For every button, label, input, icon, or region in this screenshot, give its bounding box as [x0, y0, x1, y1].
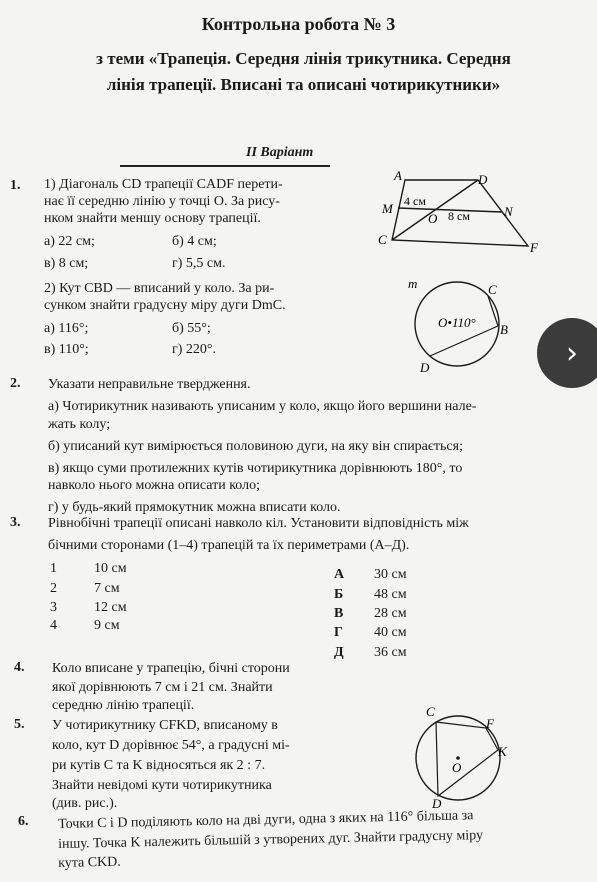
task-3-right-letter-1: А [334, 567, 345, 582]
inscribed-angle-figure [400, 272, 530, 382]
task-2-line7: г) у будь-який прямокутник можна вписати коло. [48, 500, 341, 515]
task-5-number: 5. [14, 717, 25, 732]
task-3-left-val-1: 10 см [94, 561, 127, 576]
task-4-line2: якої дорівнюють 7 см і 21 см. Знайти [52, 680, 273, 695]
fig1-label-mo: 4 см [404, 194, 426, 208]
task-2-line1: Указати неправильне твердження. [48, 377, 251, 392]
task-3-left-num-1: 1 [50, 561, 57, 576]
fig2-label-C: C [488, 282, 497, 297]
task-1-part1-option-b: б) 4 см; [172, 234, 217, 249]
fig2-label-m: m [408, 276, 418, 291]
task-1-part1-line3: нком знайти меншу основу трапеції. [44, 211, 261, 226]
task-1-part2-option-d: г) 220°. [172, 342, 217, 357]
task-5-line3: ри кутів C та K відносяться як 2 : 7. [52, 758, 266, 773]
task-1-part1-option-d: г) 5,5 см. [172, 256, 226, 271]
subtitle-line-1: з теми «Трапеція. Середня лінія трикутника. Середня [96, 49, 511, 68]
task-4-line3: середню лінію трапеції. [52, 698, 195, 713]
chevron-right-icon: › [566, 335, 578, 371]
task-3-number: 3. [10, 515, 21, 530]
task-5-line4: Знайти невідомі кути чотирикутника [52, 778, 272, 793]
task-3-right-letter-2: Б [334, 587, 344, 602]
fig1-label-D: D [478, 172, 488, 187]
fig2-label-D: D [420, 360, 430, 375]
task-3-right-val-1: 30 см [374, 567, 407, 582]
trapezoid-figure [370, 168, 550, 258]
task-5-line1: У чотирикутнику CFKD, вписаному в [52, 718, 278, 733]
task-1-part2-option-c: в) 110°; [44, 342, 89, 357]
task-3-right-val-5: 36 см [374, 645, 407, 660]
fig1-label-M: M [382, 201, 393, 216]
task-5-line5: (див. рис.). [52, 796, 118, 811]
task-2-line3: жать колу; [48, 417, 111, 432]
task-4-number: 4. [14, 660, 25, 675]
task-2-line2: а) Чотирикутник називають уписаним у коло, якщо його вершини нале- [48, 399, 477, 414]
task-3-left-num-3: 3 [50, 600, 57, 615]
fig2-label-B: B [500, 322, 508, 337]
fig3-label-F: F [486, 716, 494, 731]
fig1-label-N: N [504, 204, 513, 219]
task-4-line1: Коло вписане у трапецію, бічні сторони [52, 661, 290, 676]
inscribed-quadrilateral-figure [408, 700, 528, 810]
fig1-label-on: 8 см [448, 209, 470, 223]
fig3-label-O: O [452, 760, 462, 775]
task-2-line4: б) уписаний кут вимірюється половиною дуги, на яку він спирається; [48, 439, 463, 454]
task-3-right-val-3: 28 см [374, 606, 407, 621]
variant-divider [120, 165, 330, 167]
fig3-label-C: C [426, 704, 435, 719]
task-1-part1-line1: 1) Діагональ CD трапеції CADF перети- [44, 177, 283, 192]
fig3-label-K: K [498, 744, 507, 759]
task-6-line2: іншу. Точка K належить більшій з утворених дуг. Знайти градусну міру [58, 828, 484, 852]
task-3-left-val-3: 12 см [94, 600, 127, 615]
task-3-right-val-2: 48 см [374, 587, 407, 602]
task-1-part1-line2: нає її середню лінію у точці O. За рису- [44, 194, 280, 209]
fig1-label-F: F [530, 240, 538, 255]
task-1-part2-option-b: б) 55°; [172, 321, 211, 336]
task-2-line6: навколо нього можна описати коло; [48, 478, 260, 493]
next-page-button[interactable] [537, 318, 597, 388]
task-1-part1-option-a: а) 22 см; [44, 234, 95, 249]
task-3-left-num-2: 2 [50, 581, 57, 596]
task-3-left-val-4: 9 см [94, 618, 120, 633]
task-3-right-letter-5: Д [334, 645, 344, 660]
task-3-line2: бічними сторонами (1–4) трапецій та їх периметрами (А–Д). [48, 538, 410, 553]
fig1-label-A: A [394, 168, 402, 183]
task-6-line1: Точки C і D поділяють коло на дві дуги, одна з яких на 116° більша за [58, 808, 474, 832]
fig2-label-O: O•110° [438, 315, 476, 330]
variant-label: ІІ Варіант [246, 145, 314, 160]
task-6-number: 6. [18, 814, 29, 829]
fig3-label-D: D [432, 796, 442, 810]
task-3-left-num-4: 4 [50, 618, 57, 633]
task-5-line2: коло, кут D дорівнює 54°, а градусні мі- [52, 738, 290, 753]
task-3-right-letter-4: Г [334, 625, 343, 640]
task-2-line5: в) якщо суми протилежних кутів чотирикутника дорівнюють 180°, то [48, 461, 463, 476]
task-3-right-letter-3: В [334, 606, 344, 621]
subtitle-line-2: лінія трапеції. Вписані та описані чотирикутники» [106, 75, 501, 94]
page-title: Контрольна робота № 3 [201, 14, 396, 34]
fig1-label-C: C [378, 232, 387, 247]
task-1-part2-option-a: а) 116°; [44, 321, 89, 336]
task-1-part1-option-c: в) 8 см; [44, 256, 89, 271]
task-3-left-val-2: 7 см [94, 581, 120, 596]
task-3-right-val-4: 40 см [374, 625, 407, 640]
task-6-line3: кута CKD. [58, 854, 121, 871]
task-3-line1: Рівнобічні трапеції описані навколо кіл. Установити відповідність між [48, 516, 469, 531]
task-1-number: 1. [10, 178, 21, 193]
task-2-number: 2. [10, 376, 21, 391]
fig1-label-O: O [428, 211, 438, 226]
task-1-part2-line1: 2) Кут CBD — вписаний у коло. За ри- [44, 281, 275, 296]
task-1-part2-line2: сунком знайти градусну міру дуги DmC. [44, 298, 286, 313]
